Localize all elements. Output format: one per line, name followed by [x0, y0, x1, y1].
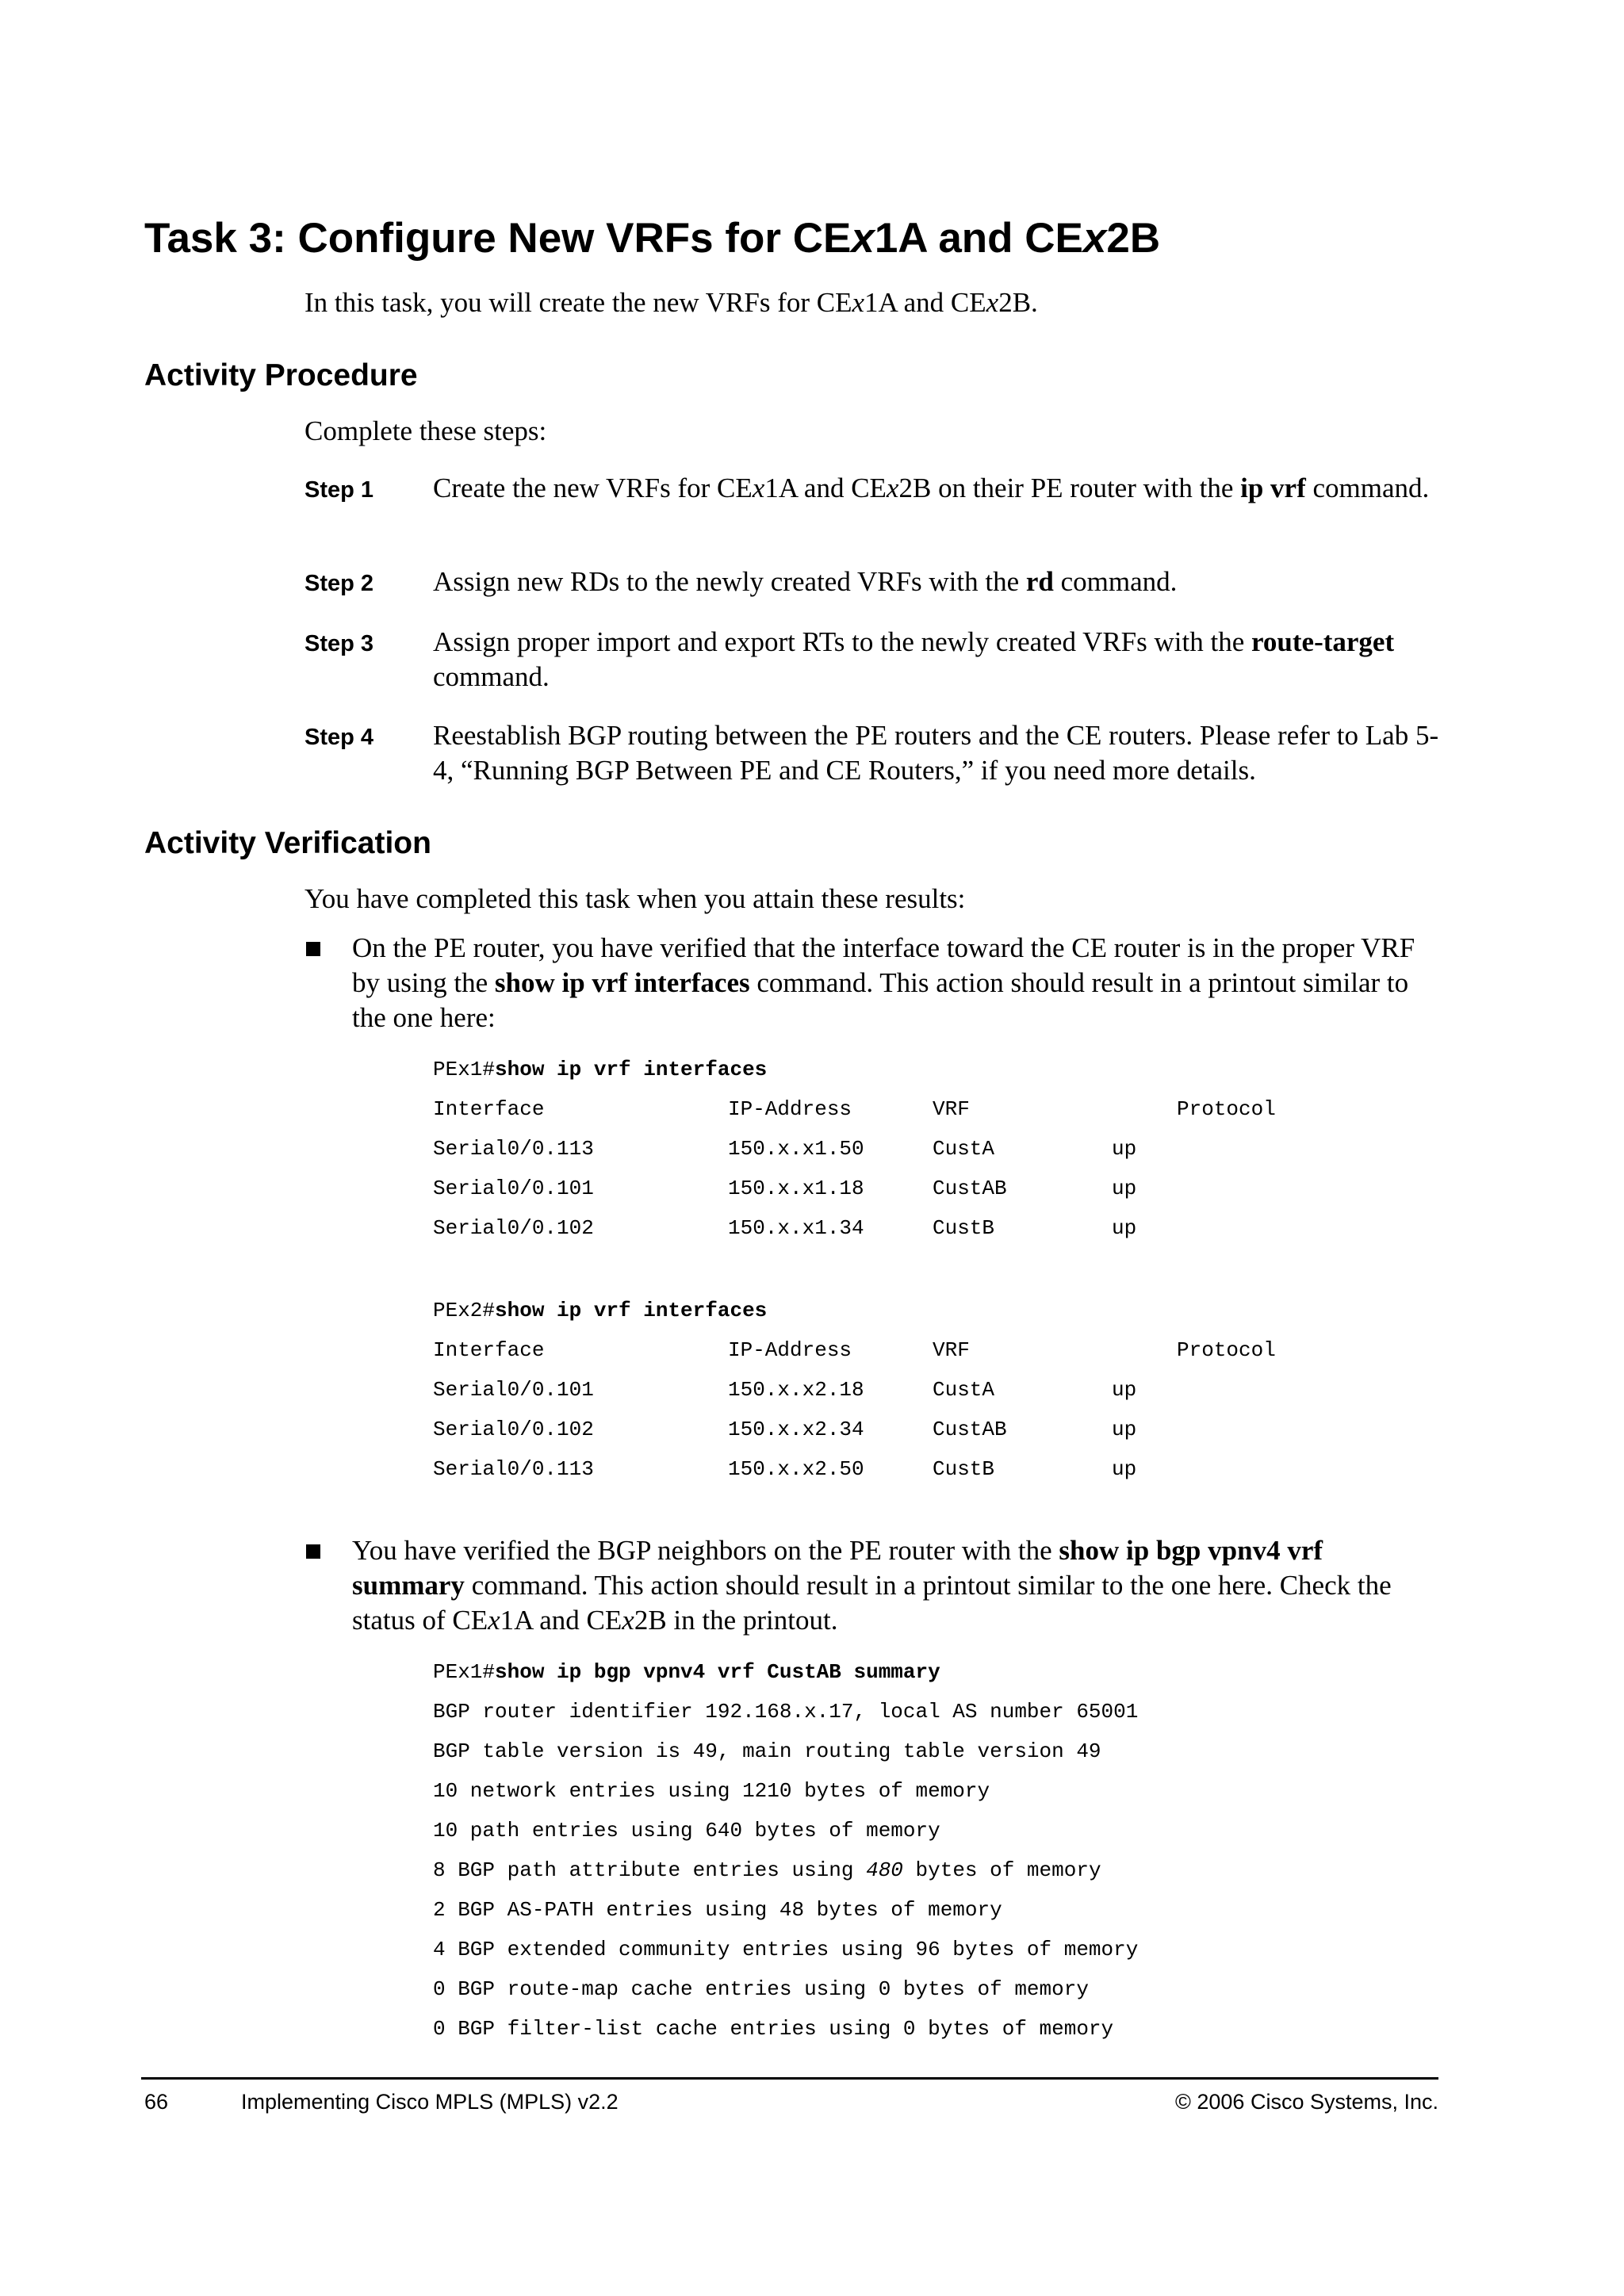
table-cell: CustAB	[933, 1177, 1007, 1200]
table-cell: Serial0/0.101	[433, 1177, 594, 1200]
verification-heading: Activity Verification	[144, 826, 431, 860]
step-label: Step 2	[304, 571, 374, 596]
column-header: VRF	[933, 1097, 970, 1121]
cli-command: PEx1#show ip vrf interfaces	[433, 1058, 768, 1081]
bullet-text: On the PE router, you have verified that the interface toward the CE router is in the proper VRF by using the show ip vrf interfaces command. This action should result in a printout similar to the one here:	[352, 932, 1415, 1033]
task-title: Task 3: Configure New VRFs for CEx1A and CEx2B	[144, 215, 1161, 262]
table-cell: CustAB	[933, 1418, 1007, 1441]
footer-divider	[141, 2077, 1438, 2080]
table-cell: 150.x.x1.18	[728, 1177, 864, 1200]
output-line: 8 BGP path attribute entries using 480 bytes of memory	[433, 1858, 1101, 1882]
output-line: 0 BGP route-map cache entries using 0 bytes of memory	[433, 1977, 1089, 2001]
table-cell: CustA	[933, 1137, 995, 1161]
table-cell: 150.x.x1.34	[728, 1216, 864, 1240]
table-cell: 150.x.x2.18	[728, 1378, 864, 1402]
step-label: Step 1	[304, 477, 374, 503]
table-cell: Serial0/0.101	[433, 1378, 594, 1402]
table-cell: up	[1112, 1457, 1137, 1481]
procedure-lead: Complete these steps:	[304, 415, 547, 446]
column-header: Interface	[433, 1338, 545, 1362]
table-cell: 150.x.x1.50	[728, 1137, 864, 1161]
step-text: Reestablish BGP routing between the PE routers and the CE routers. Please refer to Lab 5-4, “Running BGP Between PE and CE Routers,” if you need more details.	[433, 720, 1439, 786]
step-label: Step 3	[304, 631, 374, 656]
output-line: 10 network entries using 1210 bytes of memory	[433, 1779, 990, 1803]
step-text: Create the new VRFs for CEx1A and CEx2B on their PE router with the ip vrf command.	[433, 473, 1430, 503]
table-cell: Serial0/0.113	[433, 1137, 594, 1161]
step-text: Assign proper import and export RTs to the newly created VRFs with the route-target command.	[433, 626, 1395, 692]
bullet-square-icon	[306, 1544, 320, 1559]
cli-command: PEx2#show ip vrf interfaces	[433, 1299, 768, 1322]
table-cell: Serial0/0.102	[433, 1216, 594, 1240]
column-header: Interface	[433, 1097, 545, 1121]
table-cell: Serial0/0.113	[433, 1457, 594, 1481]
output-line: BGP table version is 49, main routing table version 49	[433, 1739, 1101, 1763]
table-cell: Serial0/0.102	[433, 1418, 594, 1441]
cli-command: PEx1#show ip bgp vpnv4 vrf CustAB summary	[433, 1660, 940, 1684]
column-header: Protocol	[1177, 1097, 1276, 1121]
table-cell: CustB	[933, 1457, 995, 1481]
copyright: © 2006 Cisco Systems, Inc.	[1174, 2090, 1438, 2114]
output-line: BGP router identifier 192.168.x.17, local AS number 65001	[433, 1700, 1139, 1724]
table-cell: CustA	[933, 1378, 995, 1402]
table-cell: up	[1112, 1137, 1137, 1161]
bullet-square-icon	[306, 942, 320, 956]
task-intro: In this task, you will create the new VRFs for CEx1A and CEx2B.	[304, 287, 1038, 318]
table-cell: up	[1112, 1378, 1137, 1402]
column-header: Protocol	[1177, 1338, 1276, 1362]
table-cell: 150.x.x2.50	[728, 1457, 864, 1481]
column-header: IP-Address	[728, 1097, 852, 1121]
table-cell: up	[1112, 1216, 1137, 1240]
column-header: VRF	[933, 1338, 970, 1362]
procedure-heading: Activity Procedure	[144, 358, 418, 392]
column-header: IP-Address	[728, 1338, 852, 1362]
page-number: 66	[144, 2090, 169, 2114]
step-label: Step 4	[304, 725, 374, 750]
table-cell: 150.x.x2.34	[728, 1418, 864, 1441]
course-title: Implementing Cisco MPLS (MPLS) v2.2	[241, 2090, 619, 2114]
step-text: Assign new RDs to the newly created VRFs with the rd command.	[433, 566, 1178, 597]
output-line: 2 BGP AS-PATH entries using 48 bytes of memory	[433, 1898, 1002, 1922]
table-cell: up	[1112, 1418, 1137, 1441]
table-cell: CustB	[933, 1216, 995, 1240]
verification-lead: You have completed this task when you attain these results:	[304, 883, 966, 914]
output-line: 4 BGP extended community entries using 96 bytes of memory	[433, 1938, 1139, 1961]
output-line: 0 BGP filter-list cache entries using 0 bytes of memory	[433, 2017, 1114, 2041]
output-line: 10 path entries using 640 bytes of memory	[433, 1819, 940, 1843]
table-cell: up	[1112, 1177, 1137, 1200]
bullet-text: You have verified the BGP neighbors on the PE router with the show ip bgp vpnv4 vrf summary command. This action should result in a printout similar to the one here. Check the status of CEx1A and CEx2B in the printout.	[352, 1535, 1392, 1636]
